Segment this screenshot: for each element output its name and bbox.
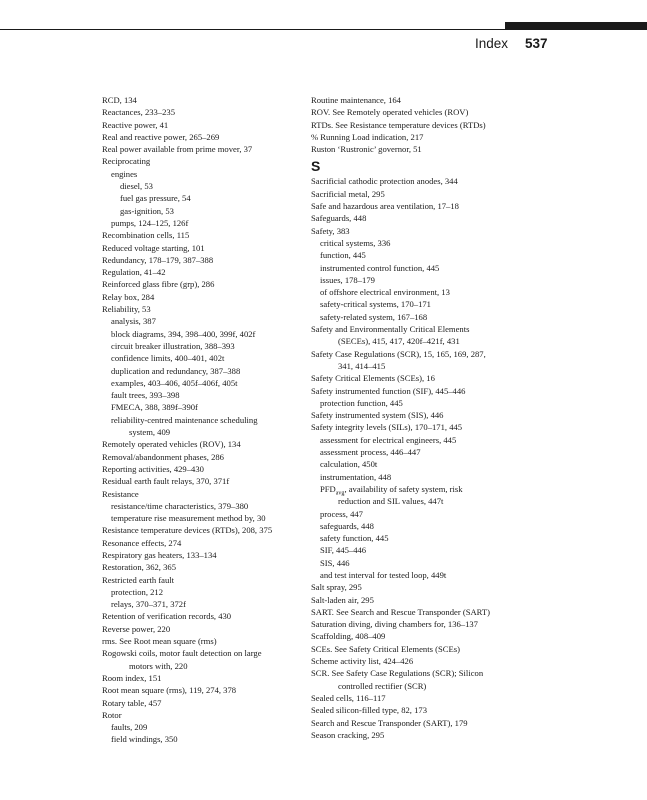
index-entry — [102, 438, 302, 450]
index-entry — [102, 574, 302, 586]
index-entry-text: safety-critical systems, 170–171 — [320, 299, 431, 310]
index-entry-text: Remotely operated vehicles (ROV), 134 — [102, 439, 241, 450]
index-entry-text: Season cracking, 295 — [311, 729, 385, 740]
index-entry-text: (SECEs), 415, 417, 420f–421f, 431 — [338, 336, 460, 347]
index-entry — [102, 401, 302, 413]
index-entry — [311, 360, 511, 372]
index-entry-text: duplication and redundancy, 387–388 — [111, 365, 241, 376]
index-entry — [102, 414, 302, 426]
index-entry — [311, 143, 511, 155]
index-entry-text: Ruston ‘Rustronic’ governor, 51 — [311, 144, 422, 155]
index-entry — [102, 315, 302, 327]
index-entry-text: Reactances, 233–235 — [102, 107, 176, 118]
index-entry — [102, 512, 302, 524]
index-entry-text: RCD, 134 — [102, 95, 137, 105]
index-entry — [102, 340, 302, 352]
index-entry-text: Sealed cells, 116–117 — [311, 692, 386, 703]
index-entry-text: Safety and Environmentally Critical Elements — [311, 324, 470, 335]
index-entry — [311, 175, 511, 187]
index-entry-text: Resistance — [102, 488, 139, 499]
index-entry — [311, 311, 511, 323]
index-entry — [102, 598, 302, 610]
index-entry-text-tail: , availability of safety system, risk — [344, 483, 463, 494]
index-entry-text: Retention of verification records, 430 — [102, 611, 232, 622]
index-entry — [311, 471, 511, 483]
index-entry — [102, 610, 302, 622]
index-entry-text: engines — [111, 168, 138, 179]
index-entry-text: system, 409 — [129, 427, 171, 438]
index-entry-text: gas-ignition, 53 — [120, 205, 174, 216]
index-entry — [102, 155, 302, 167]
index-entry — [102, 352, 302, 364]
index-entry — [311, 594, 511, 606]
index-entry-text: motors with, 220 — [129, 660, 188, 671]
index-entry-text: diesel, 53 — [120, 181, 153, 192]
index-entry — [311, 348, 511, 360]
index-entry-text: controlled rectifier (SCR) — [338, 680, 427, 691]
index-entry — [102, 106, 302, 118]
index-entry — [102, 192, 302, 204]
index-entry-text: FMECA, 388, 389f–390f — [111, 402, 198, 413]
index-entry — [311, 704, 511, 716]
index-entry — [102, 303, 302, 315]
index-entry — [102, 721, 302, 733]
index-entry — [311, 692, 511, 704]
index-entry-text: Reverse power, 220 — [102, 623, 171, 634]
index-entry-text: Resonance effects, 274 — [102, 537, 182, 548]
index-entry — [102, 266, 302, 278]
index-entry-text: Safety instrumented function (SIF), 445–446 — [311, 385, 466, 396]
index-column-left — [102, 94, 302, 746]
index-entry-text: Routine maintenance, 164 — [311, 95, 401, 105]
index-entry-text: Removal/abandonment phases, 286 — [102, 451, 224, 462]
index-entry-text: Rotor — [102, 709, 122, 720]
index-entry-text: Scheme activity list, 424–426 — [311, 656, 414, 667]
index-entry — [102, 217, 302, 229]
index-entry — [311, 385, 511, 397]
index-entry — [102, 168, 302, 180]
section-letter: S — [311, 158, 321, 175]
index-column-right — [311, 94, 511, 741]
index-entry-text: Resistance temperature devices (RTDs), 208, 375 — [102, 525, 273, 536]
index-entry — [311, 630, 511, 642]
index-entry-text: Safety Critical Elements (SCEs), 16 — [311, 373, 435, 384]
index-entry — [311, 119, 511, 131]
index-entry — [311, 106, 511, 118]
index-entry-text: safety-related system, 167–168 — [320, 311, 428, 322]
index-entry — [102, 119, 302, 131]
index-entry-text: Redundancy, 178–179, 387–388 — [102, 254, 214, 265]
index-entry — [102, 623, 302, 635]
index-entry — [311, 298, 511, 310]
index-entry — [102, 426, 302, 438]
index-entry — [311, 421, 511, 433]
index-entry — [311, 569, 511, 581]
index-entry-text: resistance/time characteristics, 379–380 — [111, 500, 249, 511]
index-entry-text: protection function, 445 — [320, 397, 403, 408]
index-entry — [311, 323, 511, 335]
index-entry-text: and test interval for tested loop, 449t — [320, 569, 447, 580]
index-entry-text: Reliability, 53 — [102, 304, 151, 315]
index-entry — [102, 278, 302, 290]
index-entry-text: circuit breaker illustration, 388–393 — [111, 340, 235, 351]
index-entry-text: Reactive power, 41 — [102, 119, 169, 130]
index-entry-text: Safety Case Regulations (SCR), 15, 165, 169, 287, — [311, 348, 486, 359]
index-entry — [311, 729, 511, 741]
index-entry-text: Sacrificial cathodic protection anodes, 344 — [311, 176, 458, 187]
index-entry-text: Room index, 151 — [102, 672, 162, 683]
index-entry — [311, 495, 511, 507]
index-entry-text: confidence limits, 400–401, 402t — [111, 353, 225, 364]
index-entry-text: SCEs. See Safety Critical Elements (SCEs) — [311, 643, 460, 654]
index-entry-text: SART. See Search and Rescue Transponder (SART) — [311, 606, 491, 617]
index-entry — [311, 655, 511, 667]
running-header-title: Index — [475, 36, 509, 51]
index-entry-text: RTDs. See Resistance temperature devices (RTDs) — [311, 119, 486, 130]
index-entry-text: safety function, 445 — [320, 533, 389, 544]
index-entry — [311, 335, 511, 347]
index-entry-text: safeguards, 448 — [320, 520, 374, 531]
index-entry — [102, 328, 302, 340]
index-entry — [311, 409, 511, 421]
index-entry-text: Safety instrumented system (SIS), 446 — [311, 410, 444, 421]
index-entry — [102, 94, 302, 106]
index-entry — [311, 717, 511, 729]
index-entry-text: Recombination cells, 115 — [102, 230, 190, 241]
index-entry — [102, 524, 302, 536]
index-entry — [102, 561, 302, 573]
index-entry-text: Rotary table, 457 — [102, 697, 162, 708]
index-entry — [311, 606, 511, 618]
index-entry — [311, 520, 511, 532]
index-entry-text: examples, 403–406, 405f–406f, 405t — [111, 377, 238, 388]
index-entry-text: Respiratory gas heaters, 133–134 — [102, 549, 217, 560]
index-entry-text: Reporting activities, 429–430 — [102, 463, 204, 474]
index-entry-text: Restricted earth fault — [102, 574, 175, 585]
index-entry-text: instrumented control function, 445 — [320, 262, 440, 273]
index-entry — [102, 635, 302, 647]
index-entry-text: analysis, 387 — [111, 316, 156, 327]
index-entry-text: temperature rise measurement method by, 30 — [111, 513, 266, 524]
index-entry-text: SIF, 445–446 — [320, 545, 367, 556]
index-entry — [102, 229, 302, 241]
index-entry — [311, 131, 511, 143]
index-entry-text: Safeguards, 448 — [311, 213, 367, 224]
index-entry-text: Safety, 383 — [311, 225, 350, 236]
index-entry-text: Rogowski coils, motor fault detection on large — [102, 648, 262, 659]
index-entry-text: process, 447 — [320, 508, 363, 519]
page-number: 537 — [525, 36, 548, 51]
index-entry-text: Relay box, 284 — [102, 291, 155, 302]
index-entry — [102, 242, 302, 254]
index-entry — [102, 500, 302, 512]
index-entry — [102, 488, 302, 500]
index-entry-text: faults, 209 — [111, 722, 148, 733]
index-entry — [102, 389, 302, 401]
index-entry — [102, 143, 302, 155]
index-entry — [102, 291, 302, 303]
index-entry-text: protection, 212 — [111, 586, 164, 597]
index-entry — [102, 180, 302, 192]
index-entry-text: fuel gas pressure, 54 — [120, 193, 191, 204]
index-entry-text: Safety integrity levels (SILs), 170–171, 445 — [311, 422, 463, 433]
index-entry — [311, 434, 511, 446]
index-entry — [311, 618, 511, 630]
index-entry — [311, 446, 511, 458]
index-entry — [311, 581, 511, 593]
index-entry — [102, 254, 302, 266]
index-entry-text: Real and reactive power, 265–269 — [102, 131, 220, 142]
index-entry — [311, 532, 511, 544]
index-entry — [102, 549, 302, 561]
index-entry — [311, 397, 511, 409]
index-entry-text: field windings, 350 — [111, 734, 178, 745]
index-entry-text: function, 445 — [320, 250, 366, 261]
index-entry-text: critical systems, 336 — [320, 237, 391, 248]
index-entry-text: SCR. See Safety Case Regulations (SCR); Silicon — [311, 668, 484, 679]
index-entry-text: relays, 370–371, 372f — [111, 599, 186, 610]
index-entry-text: reliability-centred maintenance scheduling — [111, 414, 258, 425]
index-entry — [311, 94, 511, 106]
header-rule — [0, 29, 647, 30]
index-entry — [102, 647, 302, 659]
index-entry-text: SIS, 446 — [320, 557, 350, 568]
index-entry-text: Sacrificial metal, 295 — [311, 188, 385, 199]
index-entry — [311, 544, 511, 556]
index-entry-text: rms. See Root mean square (rms) — [102, 636, 217, 647]
index-entry — [102, 365, 302, 377]
index-entry-text: pumps, 124–125, 126f — [111, 217, 189, 228]
index-entry — [311, 680, 511, 692]
index-entry-text: Regulation, 41–42 — [102, 267, 166, 278]
index-entry — [102, 672, 302, 684]
index-entry-text: Residual earth fault relays, 370, 371f — [102, 476, 230, 487]
index-entry — [311, 483, 511, 495]
index-entry-text: PFD — [320, 483, 336, 494]
index-entry-text: calculation, 450t — [320, 459, 378, 470]
index-entry — [311, 225, 511, 237]
index-entry — [102, 660, 302, 672]
index-entry — [311, 262, 511, 274]
index-entry — [311, 237, 511, 249]
index-entry-subscript: avg — [335, 490, 345, 497]
index-entry — [102, 586, 302, 598]
index-entry-text: Reduced voltage starting, 101 — [102, 242, 205, 253]
index-entry-text: Safe and hazardous area ventilation, 17–18 — [311, 201, 459, 212]
index-entry-text: Reinforced glass fibre (grp), 286 — [102, 279, 215, 290]
index-entry-text: Restoration, 362, 365 — [102, 562, 176, 573]
index-entry — [311, 458, 511, 470]
index-entry — [102, 463, 302, 475]
index-entry — [311, 274, 511, 286]
index-entry — [311, 212, 511, 224]
index-entry — [311, 643, 511, 655]
index-entry-text: issues, 178–179 — [320, 274, 375, 285]
index-entry-text: 341, 414–415 — [338, 360, 386, 371]
index-entry — [102, 733, 302, 745]
index-entry — [102, 537, 302, 549]
index-entry — [311, 200, 511, 212]
index-entry — [311, 508, 511, 520]
index-entry-text: ROV. See Remotely operated vehicles (ROV) — [311, 107, 469, 118]
index-entry — [311, 557, 511, 569]
index-entry — [102, 709, 302, 721]
index-entry-text: assessment process, 446–447 — [320, 447, 421, 458]
index-entry-text: % Running Load indication, 217 — [311, 131, 424, 142]
index-entry-text: fault trees, 393–398 — [111, 390, 180, 401]
index-entry — [102, 475, 302, 487]
index-entry-text: Search and Rescue Transponder (SART), 179 — [311, 717, 468, 728]
index-entry-text: Salt spray, 295 — [311, 582, 362, 593]
index-entry-text: instrumentation, 448 — [320, 471, 392, 482]
index-entry — [311, 372, 511, 384]
index-entry — [102, 205, 302, 217]
index-entry-text: Scaffolding, 408–409 — [311, 631, 386, 642]
index-entry-text: Saturation diving, diving chambers for, 136–137 — [311, 619, 478, 630]
index-entry-text: Sealed silicon-filled type, 82, 173 — [311, 705, 427, 716]
index-entry — [311, 249, 511, 261]
index-entry — [311, 286, 511, 298]
index-entry-text: Real power available from prime mover, 37 — [102, 144, 253, 155]
index-entry — [102, 131, 302, 143]
index-entry — [311, 188, 511, 200]
index-entry-text: assessment for electrical engineers, 445 — [320, 434, 457, 445]
index-entry — [102, 684, 302, 696]
index-entry — [102, 451, 302, 463]
index-entry-text: reduction and SIL values, 447t — [338, 496, 444, 507]
index-entry-text: Salt-laden air, 295 — [311, 594, 374, 605]
index-entry-text: Reciprocating — [102, 156, 151, 167]
index-entry — [102, 377, 302, 389]
index-entry-text: of offshore electrical environment, 13 — [320, 287, 450, 298]
index-entry-text: block diagrams, 394, 398–400, 399f, 402f — [111, 328, 256, 339]
index-entry — [102, 697, 302, 709]
index-entry — [311, 667, 511, 679]
index-entry-text: Root mean square (rms), 119, 274, 378 — [102, 685, 237, 696]
